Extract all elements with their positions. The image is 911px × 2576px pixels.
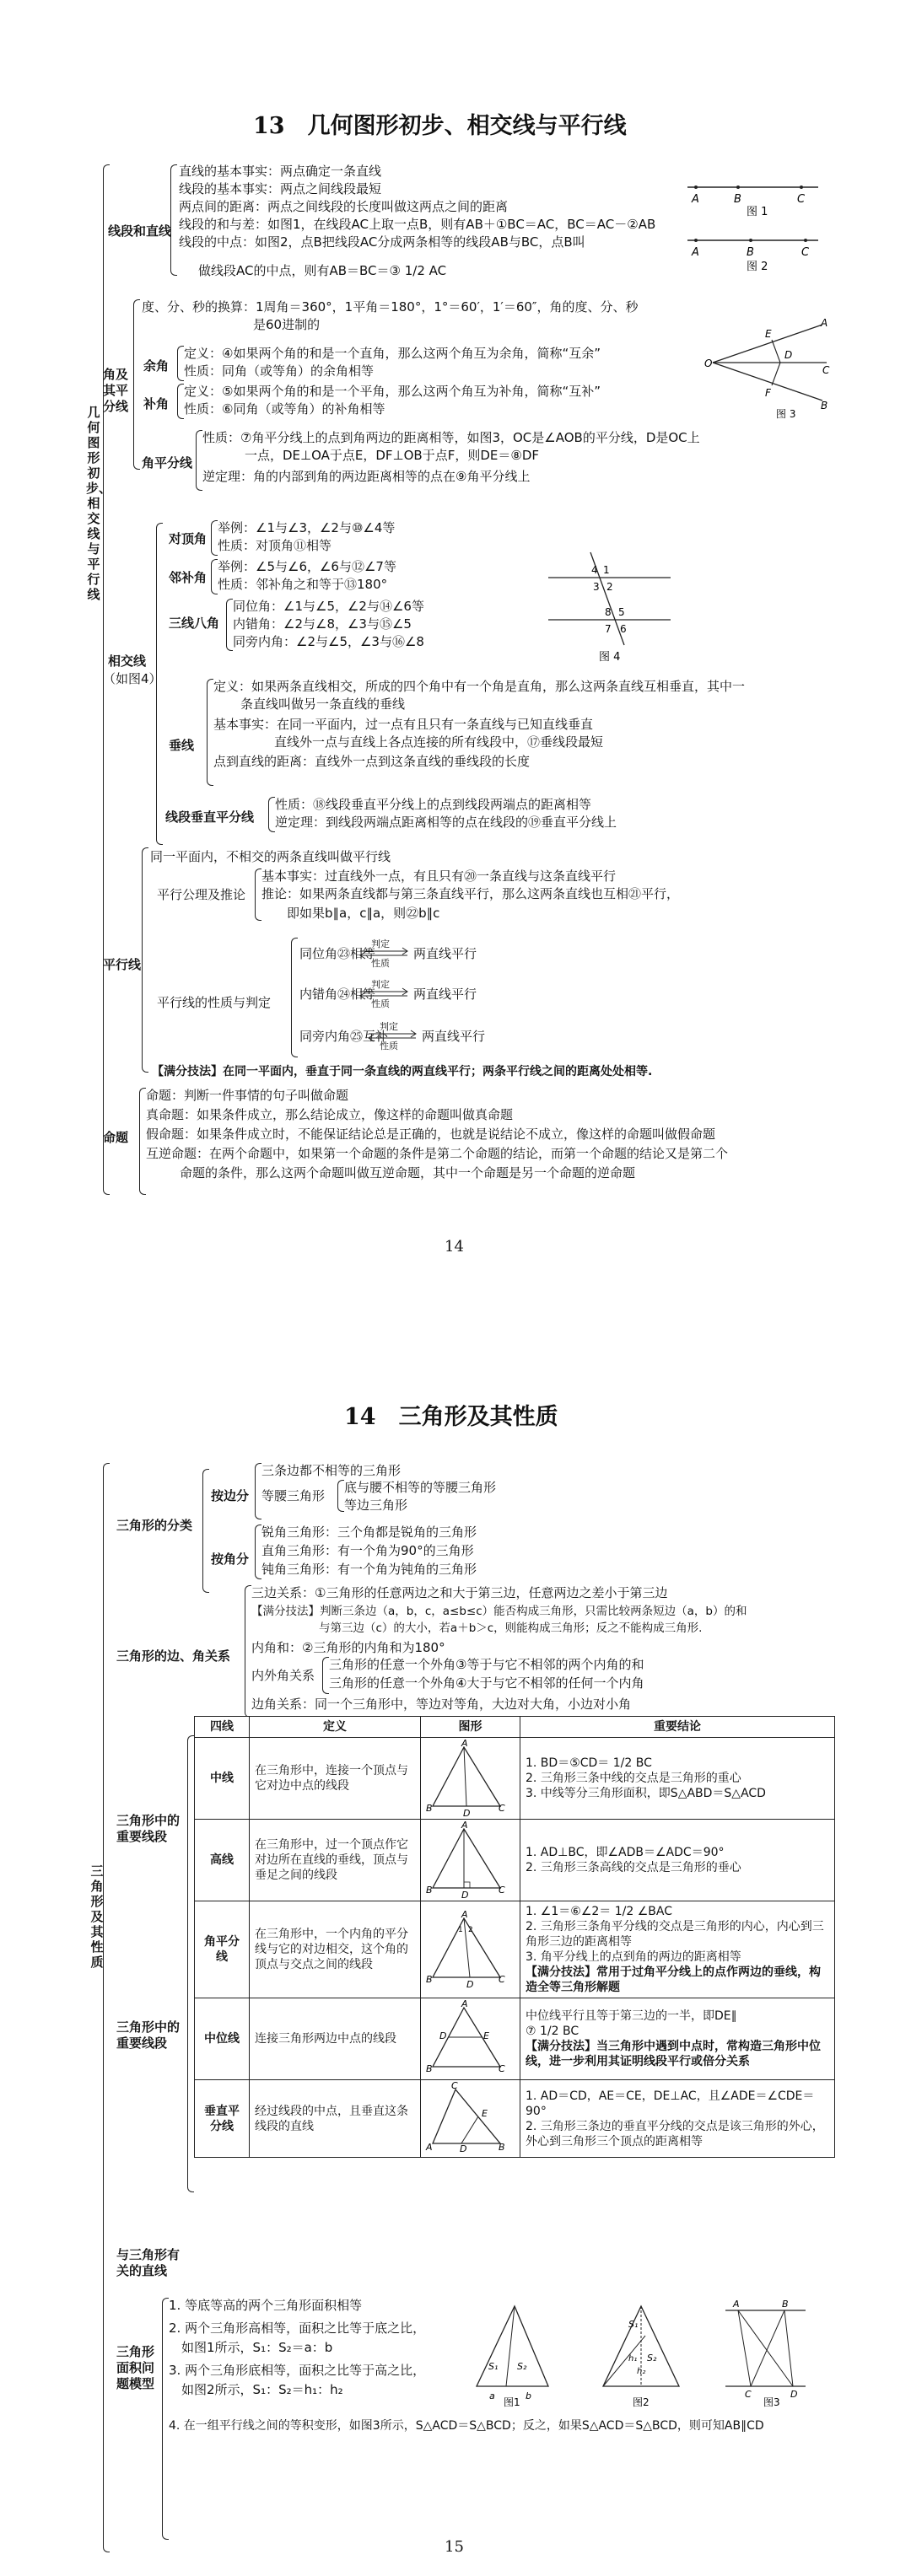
intersect-sublabel: （如图4） <box>103 671 162 686</box>
area-line: 如图1所示，S₁：S₂＝a：b <box>181 2340 333 2355</box>
svg-text:C: C <box>499 1803 505 1814</box>
row-name: 高线 <box>195 1820 250 1901</box>
proposition-line: 假命题：如果条件成立时，不能保证结论总是正确的，也就是说结论不成立，像这样的命题叫做假命题 <box>146 1127 716 1142</box>
svg-text:A: A <box>461 1820 468 1831</box>
col-header: 定义 <box>250 1717 421 1738</box>
three-side: 三边关系：①三角形的任意两边之和大于第三边，任意两边之差小于第三边 <box>251 1585 668 1600</box>
supplement-def: 定义：⑤如果两个角的和是一个平角，那么这两个角互为补角，简称“互补” <box>184 384 601 399</box>
classification-label: 三角形的分类 <box>116 1518 193 1533</box>
complement-brace <box>177 346 184 381</box>
page13-vertical-label: 几何图形初步、相交线与平行线 <box>86 405 112 602</box>
conclusion: 1. AD＝CD，AE＝CE，DE⊥AC，且∠ADE＝∠CDE＝90° <box>526 2089 815 2118</box>
conclusion: 2. 三角形三条角平分线的交点是三角形的内心，内心到三角形三边的距离相等 <box>526 1920 824 1949</box>
page13-title: 13 几何图形初步、相交线与平行线 <box>253 113 627 139</box>
intersect-label: 相交线 <box>108 653 147 669</box>
col-header: 四线 <box>195 1717 250 1738</box>
page14-number: 15 <box>445 2538 464 2556</box>
important-lines-table <box>194 1716 835 2158</box>
table-row <box>195 1820 835 1901</box>
svg-text:E: E <box>483 2030 489 2041</box>
table-row <box>195 1738 835 1820</box>
exterior-label: 内外角关系 <box>251 1668 315 1683</box>
vertical-angle-prop: 性质：对顶角⑪相等 <box>218 538 332 553</box>
prop-bottom: 性质 <box>371 958 390 969</box>
axiom-label: 平行公理及推论 <box>157 887 246 902</box>
fig4-label: 图 4 <box>599 651 621 664</box>
fig3-o: O <box>704 358 713 369</box>
axiom-brace <box>255 869 261 921</box>
svg-text:S₂: S₂ <box>647 2353 657 2364</box>
angle-section-label: 角及其平分线 <box>103 367 129 414</box>
fig3-f: F <box>765 387 771 399</box>
svg-text:S₂: S₂ <box>517 2361 527 2372</box>
vertical-angle-ex: 举例：∠1与∠3，∠2与⑩∠4等 <box>218 520 396 535</box>
svg-text:B: B <box>426 2063 433 2074</box>
page14-title: 14 三角形及其性质 <box>344 1404 558 1430</box>
degree-line-2: 是60进制的 <box>253 317 321 332</box>
col-header: 图形 <box>421 1717 520 1738</box>
conclusion: 2. 三角形三条边的垂直平分线的交点是该三角形的外心，外心到三角形三个顶点的距离相等 <box>526 2119 824 2148</box>
perp-line: 直线外一点与直线上各点连接的所有线段中，⑰垂线段最短 <box>274 734 604 750</box>
prop-bottom: 性质 <box>380 1041 398 1051</box>
svg-text:A: A <box>461 1909 468 1920</box>
svg-text:D: D <box>463 1808 471 1819</box>
classification-brace <box>202 1469 209 1593</box>
area-fig-label: 图1 <box>504 2396 520 2408</box>
table-row <box>195 1901 835 1998</box>
page13-number: 14 <box>445 1238 464 1256</box>
parallel-def: 同一平面内，不相交的两条直线叫做平行线 <box>150 849 391 864</box>
svg-text:b: b <box>526 2390 531 2401</box>
figure-4 <box>544 548 671 666</box>
perp-bisector-converse: 逆定理：到线段两端点距离相等的点在线段的⑲垂直平分线上 <box>275 815 617 830</box>
line-text: 两点间的距离：两点之间线段的长度叫做这两点之间的距离 <box>179 199 509 214</box>
prop-right: 两直线平行 <box>422 1029 486 1044</box>
isosceles-item: 等边三角形 <box>344 1498 408 1513</box>
svg-text:D: D <box>460 2143 467 2154</box>
svg-text:C: C <box>499 2063 505 2074</box>
sides-tip-2: 与第三边（c）的大小，若a＋b＞c，则能构成三角形；反之不能构成三角形. <box>319 1621 703 1635</box>
fig2-point-a: A <box>692 246 699 259</box>
related-label: 与三角形有关的直线 <box>116 2247 181 2278</box>
svg-text:C: C <box>745 2389 752 2400</box>
prop-arrows <box>358 987 409 1000</box>
row-def: 在三角形中，连接一个顶点与它对边中点的线段 <box>250 1738 421 1820</box>
perp-bisector-label: 线段垂直平分线 <box>165 809 255 825</box>
props-label: 平行线的性质与判定 <box>157 995 272 1010</box>
angle-section-brace <box>133 299 140 470</box>
svg-text:B: B <box>499 2142 505 2153</box>
by-side-item: 三条边都不相等的三角形 <box>261 1463 402 1478</box>
adjacent-ex: 举例：∠5与∠6，∠6与⑫∠7等 <box>218 559 396 574</box>
prop-section-brace <box>139 1088 146 1195</box>
by-side-brace <box>255 1463 261 1519</box>
row-def: 连接三角形两边中点的线段 <box>250 1998 421 2080</box>
fig4-num: 1 <box>603 564 610 576</box>
prop-right: 两直线平行 <box>413 946 477 961</box>
svg-text:D: D <box>439 2030 447 2041</box>
sides-angles-brace <box>245 1585 251 1718</box>
perp-brace <box>207 679 213 786</box>
proposition-line: 互逆命题：在两个命题中，如果第一个命题的条件是第二个命题的结论，而第一个命题的结论又是第二个 <box>146 1146 729 1161</box>
line-text: 线段的中点：如图2，点B把线段AC分成两条相等的线段AB与BC，点B叫 <box>179 234 585 250</box>
conclusion: 1. AD⊥BC，即∠ADB＝∠ADC＝90° <box>526 1846 725 1859</box>
parallel-tip: 【满分技法】在同一平面内，垂直于同一条直线的两直线平行；两条平行线之间的距离处处相等. <box>152 1065 653 1078</box>
fig3-d: D <box>784 349 793 361</box>
fig1-label: 图 1 <box>747 206 768 218</box>
svg-text:D: D <box>790 2389 798 2400</box>
interior-sum: 内角和：②三角形的内角和为180° <box>251 1640 445 1655</box>
by-angle-item: 钝角三角形：有一个角为钝角的三角形 <box>261 1562 477 1577</box>
conclusion: 2. 三角形三条中线的交点是三角形的重心 <box>526 1772 741 1785</box>
line-text: 线段的基本事实：两点之间线段最短 <box>179 181 382 196</box>
row-name: 中线 <box>195 1738 250 1820</box>
angle-bisector-figure <box>426 1909 506 1990</box>
svg-text:A: A <box>461 1998 468 2009</box>
svg-text:h₁: h₁ <box>628 2354 638 2364</box>
exterior-brace <box>322 1657 329 1694</box>
complement-label: 余角 <box>143 358 170 374</box>
svg-text:B: B <box>426 1974 433 1985</box>
fig4-num: 7 <box>605 623 612 635</box>
bisector-label: 角平分线 <box>142 455 193 471</box>
perp-line: 条直线叫做另一条直线的垂线 <box>240 696 406 712</box>
supplement-prop: 性质：⑥同角（或等角）的补角相等 <box>184 401 385 417</box>
fig3-a: A <box>821 317 828 329</box>
row-def: 经过线段的中点，且垂直这条线段的直线 <box>250 2080 421 2158</box>
by-angle-item: 锐角三角形：三个角都是锐角的三角形 <box>261 1525 477 1540</box>
svg-text:a: a <box>489 2390 495 2401</box>
svg-text:S₁: S₁ <box>628 2319 639 2330</box>
svg-text:C: C <box>499 1885 505 1896</box>
line-section-brace <box>170 164 177 276</box>
row-name: 中位线 <box>195 1998 250 2080</box>
prop-bottom: 性质 <box>371 998 390 1009</box>
perp-line: 点到直线的距离：直线外一点到这条直线的垂线段的长度 <box>213 754 531 769</box>
proposition-line: 真命题：如果条件成立，那么结论成立，像这样的命题叫做真命题 <box>146 1107 514 1122</box>
svg-text:A: A <box>426 2142 433 2153</box>
svg-text:B: B <box>426 1803 433 1814</box>
fig3-label: 图 3 <box>776 408 796 420</box>
isosceles-brace <box>337 1480 344 1512</box>
perp-bisector-prop: 性质：⑱线段垂直平分线上的点到线段两端点的距离相等 <box>275 797 592 812</box>
table-group-label-2: 三角形中的重要线段 <box>116 2019 181 2051</box>
supplement-label: 补角 <box>143 396 170 411</box>
by-angle-brace <box>255 1525 261 1579</box>
proposition-line: 命题的条件，那么这两个命题叫做互逆命题，其中一个命题是另一个命题的逆命题 <box>180 1165 636 1180</box>
perp-bisector-brace <box>268 797 275 832</box>
area-model-label: 三角形面积问题模型 <box>116 2344 155 2391</box>
fig1-point-b: B <box>734 193 741 206</box>
sides-angles-label: 三角形的边、角关系 <box>116 1648 231 1664</box>
parallel-label: 平行线 <box>103 957 142 972</box>
figure-3 <box>704 316 831 420</box>
row-name: 角平分线 <box>195 1901 250 1998</box>
complement-prop: 性质：同角（或等角）的余角相等 <box>184 363 375 379</box>
prop-left: 同位角㉓相等 <box>299 946 376 961</box>
perp-bisector-figure <box>426 2080 506 2154</box>
conclusion: 【满分技法】常用于过角平分线上的点作两边的垂线，构造全等三角形解题 <box>526 1966 821 1994</box>
fig4-num: 6 <box>620 623 627 635</box>
area-figures <box>468 2298 822 2407</box>
svg-text:E: E <box>482 2108 488 2119</box>
conclusion: 3. 角平分线上的点到角的两边的距离相等 <box>526 1950 741 1964</box>
conclusion: 【满分技法】当三角形中遇到中点时，常构造三角形中位线，进一步利用其证明线段平行或倍分关系 <box>526 2040 821 2068</box>
svg-text:A: A <box>461 1738 468 1749</box>
page14-vertical-label: 三角形及其性质 <box>90 1863 104 1970</box>
fig2-point-b: B <box>747 246 754 259</box>
fig2-point-c: C <box>801 246 810 259</box>
three-line-label: 三线八角 <box>169 616 220 631</box>
fig4-num: 4 <box>591 564 598 576</box>
parallel-brace <box>142 847 148 1073</box>
svg-text:D: D <box>466 1979 474 1990</box>
fig3-b: B <box>821 400 828 411</box>
alternate: 内错角：∠2与∠8，∠3与⑮∠5 <box>233 616 412 632</box>
table-group-label-1: 三角形中的重要线段 <box>116 1813 181 1844</box>
prop-arrows <box>358 946 409 960</box>
conclusion: ⑦ 1/2 BC <box>526 2025 579 2038</box>
supplement-brace <box>177 384 184 419</box>
line-text: 做线段AC的中点，则有AB＝BC＝③ 1/2 AC <box>198 263 447 278</box>
line-text: 线段的和与差：如图1，在线段AC上取一点B，则有AB＋①BC＝AC，BC＝AC－②AB <box>179 217 656 232</box>
row-def: 在三角形中，过一个顶点作它对边所在直线的垂线，顶点与垂足之间的线段 <box>250 1820 421 1901</box>
conclusion: 2. 三角形三条高线的交点是三角形的垂心 <box>526 1861 741 1874</box>
by-side-item: 等腰三角形 <box>261 1488 326 1503</box>
perp-line: 基本事实：在同一平面内，过一点有且只有一条直线与已知直线垂直 <box>213 717 594 732</box>
svg-text:C: C <box>451 2080 458 2091</box>
fig3-c: C <box>822 364 830 376</box>
prop-top: 判定 <box>371 938 390 949</box>
col-header: 重要结论 <box>520 1717 835 1738</box>
bisector-line: 逆定理：角的内部到角的两边距离相等的点在⑨角平分线上 <box>202 469 531 484</box>
axiom-line: 即如果b∥a，c∥a，则㉒b∥c <box>287 906 440 921</box>
proposition-label: 命题 <box>103 1130 129 1145</box>
prop-left: 内错角㉔相等 <box>299 987 376 1002</box>
conclusion: 中位线平行且等于第三边的一半，即DE∥ <box>526 2009 737 2023</box>
conclusion: 1. BD＝⑤CD＝ 1/2 BC <box>526 1756 652 1770</box>
fig1-point-c: C <box>797 193 806 206</box>
area-fig-label: 图3 <box>763 2396 780 2408</box>
area-line: 2. 两个三角形高相等，面积之比等于底之比， <box>169 2321 426 2336</box>
page14-main-brace <box>103 1463 110 2552</box>
complement-def: 定义：④如果两个角的和是一个直角，那么这两个角互为余角，简称“互余” <box>184 346 601 361</box>
line-section-label: 线段和直线 <box>108 223 172 239</box>
prop-top: 判定 <box>371 979 390 990</box>
vertical-angle-brace <box>211 520 218 556</box>
prop-right: 两直线平行 <box>413 987 477 1002</box>
area-line: 3. 两个三角形底相等，面积之比等于高之比， <box>169 2363 426 2378</box>
by-angle-label: 按角分 <box>211 1552 250 1567</box>
table-brace <box>187 1735 194 2192</box>
adjacent-prop: 性质：邻补角之和等于⑬180° <box>218 577 388 592</box>
perp-line: 定义：如果两条直线相交，所成的四个角中有一个角是直角，那么这两条直线互相垂直，其中一 <box>213 679 746 694</box>
by-angle-item: 直角三角形：有一个角为90°的三角形 <box>261 1543 474 1558</box>
corresponding: 同位角：∠1与∠5，∠2与⑭∠6等 <box>233 599 424 614</box>
fig4-num: 5 <box>618 606 625 618</box>
line-text: 直线的基本事实：两点确定一条直线 <box>179 164 382 179</box>
conclusion: 1. ∠1＝⑥∠2＝ 1/2 ∠BAC <box>526 1905 672 1918</box>
proposition-line: 命题：判断一件事情的句子叫做命题 <box>146 1088 349 1103</box>
vertical-angle-label: 对顶角 <box>169 531 208 546</box>
svg-text:B: B <box>426 1885 433 1896</box>
bisector-brace <box>196 430 202 491</box>
svg-text:h₂: h₂ <box>637 2367 646 2376</box>
edge-angle: 边角关系：同一个三角形中，等边对等角，大边对大角，小边对小角 <box>251 1697 632 1712</box>
area-line: 如图2所示，S₁：S₂＝h₁：h₂ <box>181 2382 343 2397</box>
svg-text:C: C <box>499 1974 505 1985</box>
area-line: 1. 等底等高的两个三角形面积相等 <box>169 2298 363 2313</box>
adjacent-brace <box>211 559 218 594</box>
fig1-point-a: A <box>692 193 699 206</box>
table-row <box>195 2080 835 2158</box>
three-line-brace <box>226 599 233 651</box>
prop-arrows <box>367 1029 418 1042</box>
median-figure <box>426 1738 506 1819</box>
fig3-e: E <box>765 328 772 340</box>
midline-figure <box>426 1998 506 2074</box>
svg-text:S₁: S₁ <box>488 2361 499 2372</box>
prop-left: 同旁内角㉕互补 <box>299 1029 389 1044</box>
fig2-label: 图 2 <box>747 261 768 273</box>
area-line: 4. 在一组平行线之间的等积变形，如图3所示，S△ACD＝S△BCD；反之，如果S△ACD＝S△BCD，则可知AB∥CD <box>169 2419 764 2433</box>
axiom-line: 基本事实：过直线外一点，有且只有⑳一条直线与这条直线平行 <box>261 869 617 884</box>
fig4-num: 2 <box>606 581 613 593</box>
fig4-num: 3 <box>593 581 600 593</box>
perp-label: 垂线 <box>169 738 195 753</box>
exterior-line: 三角形的任意一个外角④大于与它不相邻的任何一个内角 <box>329 1675 644 1691</box>
prop-top: 判定 <box>380 1021 398 1032</box>
svg-text:A: A <box>733 2299 740 2310</box>
svg-text:D: D <box>461 1890 469 1901</box>
figure-1-2 <box>683 177 827 278</box>
by-side-label: 按边分 <box>211 1488 250 1503</box>
isosceles-item: 底与腰不相等的等腰三角形 <box>344 1480 497 1495</box>
exterior-line: 三角形的任意一个外角③等于与它不相邻的两个内角的和 <box>329 1657 644 1672</box>
row-def: 在三角形中，一个内角的平分线与它的对边相交，这个角的顶点与交点之间的线段 <box>250 1901 421 1998</box>
svg-text:1: 1 <box>458 1926 463 1934</box>
degree-line: 度、分、秒的换算：1周角＝360°，1平角＝180°，1°＝60′，1′＝60″，角的度、分、秒 <box>142 299 639 315</box>
altitude-figure <box>426 1820 506 1901</box>
axiom-line: 推论：如果两条直线都与第三条直线平行，那么这两条直线也互相㉑平行， <box>261 886 680 901</box>
conclusion: 3. 中线等分三角形面积，即S△ABD＝S△ACD <box>526 1787 766 1800</box>
row-name: 垂直平分线 <box>195 2080 250 2158</box>
sides-tip-1: 【满分技法】判断三条边（a，b，c，a≤b≤c）能否构成三角形，只需比较两条短边（a，b）的和 <box>251 1605 747 1618</box>
adjacent-label: 邻补角 <box>169 570 208 585</box>
fig4-num: 8 <box>605 606 612 618</box>
area-brace <box>162 2298 169 2540</box>
co-interior: 同旁内角：∠2与∠5，∠3与⑯∠8 <box>233 634 424 649</box>
bisector-line: 性质：⑦角平分线上的点到角两边的距离相等，如图3，OC是∠AOB的平分线，D是OC上 <box>202 430 700 445</box>
svg-text:B: B <box>782 2299 789 2310</box>
area-fig-label: 图2 <box>633 2396 650 2408</box>
svg-text:2: 2 <box>468 1926 473 1934</box>
bisector-line: 一点，DE⊥OA于点E，DF⊥OB于点F，则DE＝⑧DF <box>245 448 540 463</box>
table-row <box>195 1998 835 2080</box>
props-brace <box>291 938 298 1057</box>
